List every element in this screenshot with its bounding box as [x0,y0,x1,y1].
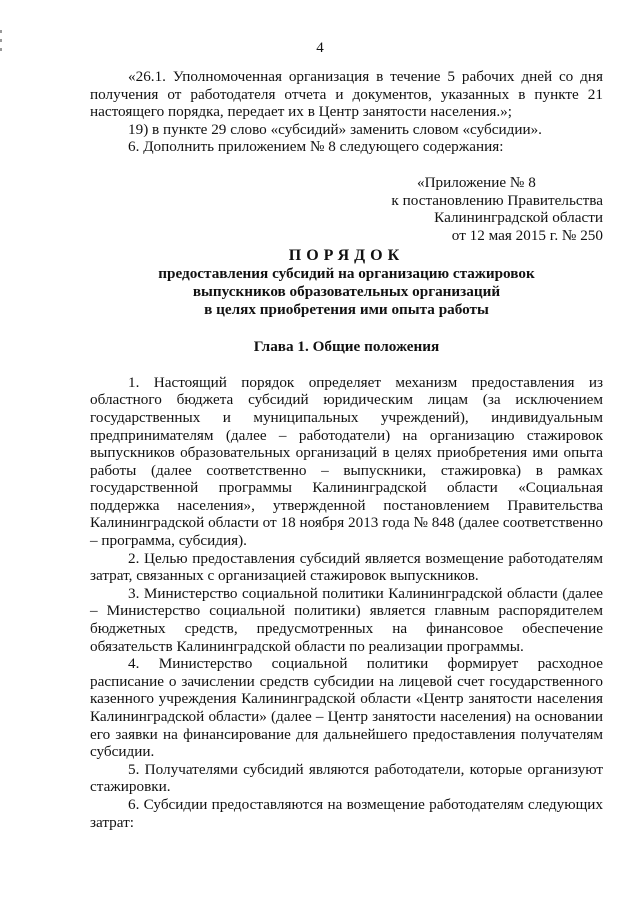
paragraph-5: 5. Получателями субсидий являются работодатели, которые организуют стажировки. [90,760,603,796]
paragraph-3: 3. Министерство социальной политики Калининградской области (далее – Министерство социальной политики) является главным распорядителем бюджетных средств, предусмотренных на финансовое обеспечение обязательств Калининградской области по реализации программы. [90,584,603,655]
document-subtitle-line: в целях приобретения ими опыта работы [204,300,489,318]
paragraph-4: 4. Министерство социальной политики формирует расходное расписание о зачислении средств субсидии на лицевой счет государственного казенного учреждения Калининградской области «Центр занятости населения Калининградской области» (далее – Центр занятости населения) на основании его заявки на финансирование для дальнейшего предоставления получателям субсидии. [90,655,603,761]
appendix-line: «Приложение № 8 [417,173,536,191]
quoted-clause-26-1: «26.1. Уполномоченная организация в течение 5 рабочих дней со дня получения от работодателя отчета и документов, указанных в пункте 21 настоящего порядка, передает их в Центр занятости населения.»; [90,68,603,121]
page-number: 4 [316,40,324,56]
document-body [90,68,603,831]
appendix-line: Калининградской области [434,209,603,227]
paragraph-2: 2. Целью предоставления субсидий является возмещение работодателям затрат, связанных с организацией стажировок выпускников. [90,549,603,585]
document-subtitle-line: выпускников образовательных организаций [192,282,501,300]
paragraph-1: 1. Настоящий порядок определяет механизм предоставления из областного бюджета субсидий юридическим лицам (за исключением государственных и муниципальных учреждений), индивидуальным предпринимателям (далее – работодатели) на организацию стажировок выпускников образовательных организаций в целях приобретения ими опыта работы (далее соответственно – выпускники, стажировка) в рамках государственной программы Калининградской области «Социальная поддержка населения», утвержденной постановлением Правительства Калининградской области от 18 ноября 2013 года № 848 (далее соответственно – программа, субсидия). [90,373,603,550]
document-title: ПОРЯДОК [288,247,405,265]
appendix-line: от 12 мая 2015 г. № 250 [451,226,603,244]
appendix-header [385,174,603,244]
appendix-line: к постановлению Правительства [391,191,603,209]
chapter-heading: Глава 1. Общие положения [253,338,440,356]
paragraph-6: 6. Субсидии предоставляются на возмещение работодателям следующих затрат: [90,795,603,831]
amendment-item-19: 19) в пункте 29 слово «субсидий» заменить словом «субсидии». [128,120,542,138]
document-subtitle-line: предоставления субсидий на организацию стажировок [158,265,535,283]
amendment-item-6: 6. Дополнить приложением № 8 следующего содержания: [128,138,504,156]
